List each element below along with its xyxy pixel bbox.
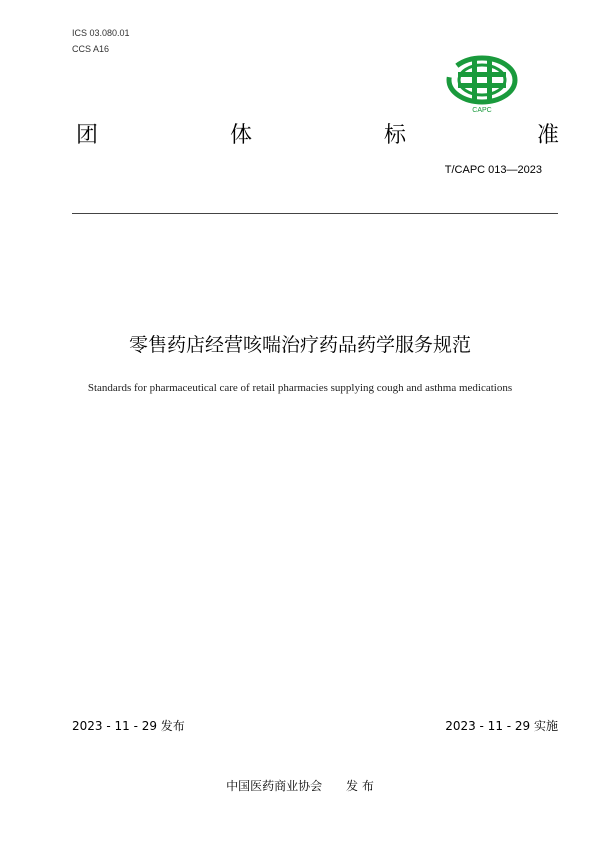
header-divider xyxy=(72,213,558,214)
publisher: 中国医药商业协会 xyxy=(226,779,323,793)
category-char-4: 准 xyxy=(537,123,560,148)
implementation-date: 2023 - 11 - 29 实施 xyxy=(445,719,558,733)
issue-date: 2023 - 11 - 29 发布 xyxy=(72,719,185,733)
svg-text:CAPC: CAPC xyxy=(472,107,492,114)
capc-logo xyxy=(444,54,524,114)
publisher-line xyxy=(0,777,600,794)
category-char-3: 标 xyxy=(384,123,407,148)
category-char-1: 团 xyxy=(76,123,99,148)
title-chinese: 零售药店经营咳喘治疗药品药学服务规范 xyxy=(128,334,471,356)
category-char-2: 体 xyxy=(230,123,253,148)
title-english: Standards for pharmaceutical care of retail pharmacies supplying cough and asthma medications xyxy=(87,382,513,394)
ics-code: ICS 03.080.01 xyxy=(72,28,130,38)
ccs-code: CCS A16 xyxy=(72,44,110,54)
publish-label: 发 布 xyxy=(346,779,374,793)
standard-number: T/CAPC 013—2023 xyxy=(444,164,542,176)
